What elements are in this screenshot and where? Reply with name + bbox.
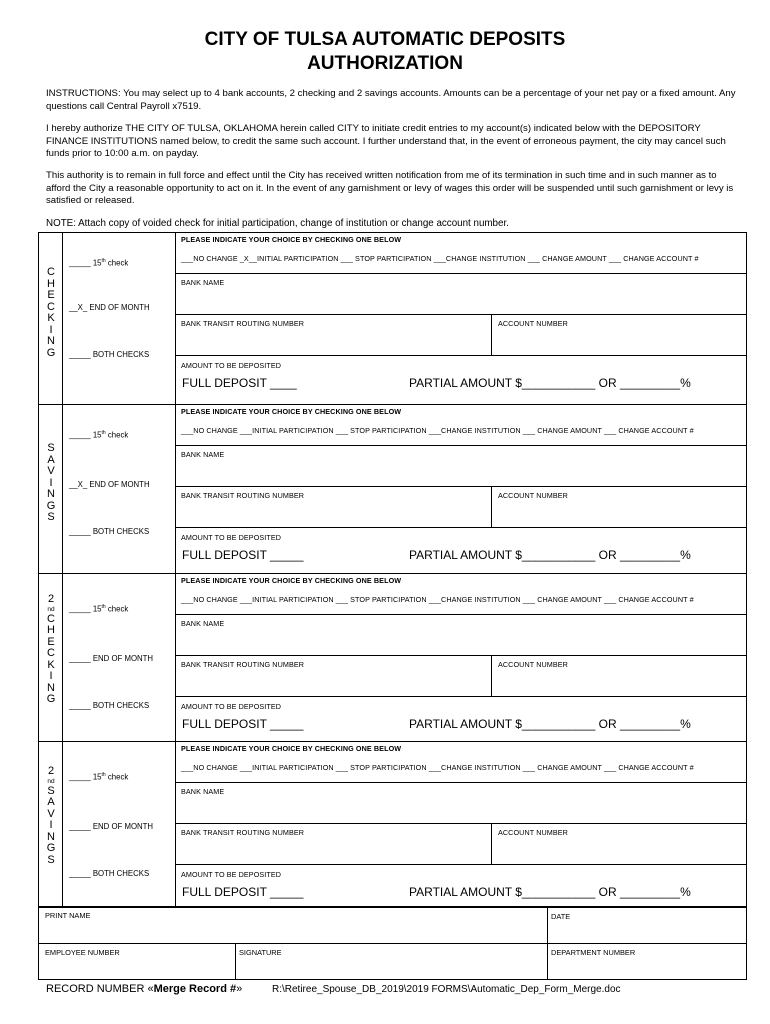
full-deposit-field[interactable]: FULL DEPOSIT _____ bbox=[182, 717, 304, 731]
section-side-letter: N bbox=[47, 488, 55, 500]
partial-amount-field[interactable]: PARTIAL AMOUNT $___________ OR _________% bbox=[409, 548, 691, 562]
bank-name-row bbox=[176, 783, 746, 824]
signature-block bbox=[38, 907, 747, 980]
account-details bbox=[176, 405, 746, 573]
section-side-letter: G bbox=[46, 346, 56, 359]
full-deposit-field[interactable]: FULL DEPOSIT ____ bbox=[182, 376, 297, 390]
deposit-timing-column bbox=[63, 233, 176, 404]
partial-amount-field[interactable]: PARTIAL AMOUNT $___________ OR _________% bbox=[409, 376, 691, 390]
choice-row bbox=[176, 233, 746, 274]
check-end-of-month-option[interactable]: __X_ END OF MONTH bbox=[69, 303, 150, 312]
routing-row bbox=[176, 656, 746, 697]
section-side-letter: C bbox=[47, 266, 55, 278]
section-side-letter: N bbox=[47, 830, 55, 843]
account-section-2 bbox=[38, 405, 747, 574]
section-side-letter: I bbox=[49, 476, 53, 489]
section-side-letter: H bbox=[47, 277, 55, 290]
section-side-letter: S bbox=[47, 853, 55, 866]
routing-row bbox=[176, 315, 746, 356]
account-section-1 bbox=[38, 232, 747, 405]
merge-record-field: Merge Record # bbox=[153, 983, 237, 995]
section-side-letter: K bbox=[47, 312, 55, 324]
instructions-paragraph: INSTRUCTIONS: You may select up to 4 bank accounts, 2 checking and 2 savings accounts. Amounts can be a percentage of your net pay or a fixed amount. Any questions call Central Payroll x7519. bbox=[46, 88, 736, 112]
full-deposit-field[interactable]: FULL DEPOSIT _____ bbox=[182, 885, 304, 899]
choice-row bbox=[176, 574, 746, 615]
section-prefix-suffix: nd bbox=[47, 605, 55, 613]
choice-options[interactable]: ___NO CHANGE ___INITIAL PARTICIPATION ___ STOP PARTICIPATION ___CHANGE INSTITUTION ___ CHANGE AMOUNT ___ CHANGE ACCOUNT # bbox=[181, 595, 694, 604]
check-end-of-month-option[interactable]: _____ END OF MONTH bbox=[69, 654, 154, 663]
routing-number-field[interactable]: BANK TRANSIT ROUTING NUMBER bbox=[181, 491, 305, 500]
section-side-letter: H bbox=[47, 624, 55, 636]
date-field[interactable]: DATE bbox=[551, 912, 571, 921]
amount-label: AMOUNT TO BE DEPOSITED bbox=[181, 702, 282, 711]
section-prefix-number: 2 bbox=[47, 593, 55, 605]
section-prefix-number: 2 bbox=[47, 765, 55, 777]
authorization-paragraph: I hereby authorize THE CITY OF TULSA, OKLAHOMA herein called CITY to initiate credit entries to my account(s) indicated below with the DEPOSITORY FINANCE INSTITUTIONS named below, to credit the same such account. I further understand that, in the event of erroneous payment, the city may cancel such funds prior to 10:00 a.m. on payday. bbox=[46, 123, 726, 159]
routing-number-field[interactable]: BANK TRANSIT ROUTING NUMBER bbox=[181, 319, 305, 328]
choice-header: PLEASE INDICATE YOUR CHOICE BY CHECKING ONE BELOW bbox=[181, 744, 402, 753]
amount-row bbox=[176, 356, 746, 404]
bank-name-field[interactable]: BANK NAME bbox=[181, 787, 225, 796]
section-side-label bbox=[39, 405, 63, 573]
account-number-field[interactable]: ACCOUNT NUMBER bbox=[498, 491, 568, 500]
deposit-timing-column bbox=[63, 574, 176, 741]
bank-name-field[interactable]: BANK NAME bbox=[181, 450, 225, 459]
print-name-field[interactable]: PRINT NAME bbox=[45, 911, 91, 920]
amount-row bbox=[176, 865, 746, 906]
section-side-label bbox=[39, 574, 63, 741]
check-15th-option[interactable]: _____ 15th check bbox=[69, 772, 129, 782]
deposit-timing-column bbox=[63, 742, 176, 906]
section-side-letter: N bbox=[47, 335, 55, 347]
section-side-label bbox=[39, 233, 63, 404]
routing-row bbox=[176, 824, 746, 865]
section-prefix-suffix: nd bbox=[47, 777, 55, 785]
deposit-timing-column bbox=[63, 405, 176, 573]
choice-options[interactable]: ___NO CHANGE ___INITIAL PARTICIPATION ___ STOP PARTICIPATION ___CHANGE INSTITUTION ___ CHANGE AMOUNT ___ CHANGE ACCOUNT # bbox=[181, 763, 694, 772]
account-number-field[interactable]: ACCOUNT NUMBER bbox=[498, 828, 568, 837]
department-number-field[interactable]: DEPARTMENT NUMBER bbox=[551, 948, 636, 957]
employee-number-field[interactable]: EMPLOYEE NUMBER bbox=[45, 948, 120, 957]
account-section-4 bbox=[38, 742, 747, 907]
check-both-option[interactable]: _____ BOTH CHECKS bbox=[69, 701, 150, 710]
bank-name-row bbox=[176, 274, 746, 315]
routing-row bbox=[176, 487, 746, 528]
amount-label: AMOUNT TO BE DEPOSITED bbox=[181, 361, 282, 370]
bank-name-field[interactable]: BANK NAME bbox=[181, 619, 225, 628]
file-path: R:\Retiree_Spouse_DB_2019\2019 FORMS\Automatic_Dep_Form_Merge.doc bbox=[272, 984, 621, 995]
full-deposit-field[interactable]: FULL DEPOSIT _____ bbox=[182, 548, 304, 562]
choice-header: PLEASE INDICATE YOUR CHOICE BY CHECKING ONE BELOW bbox=[181, 407, 402, 416]
check-15th-option[interactable]: _____ 15th check bbox=[69, 430, 129, 440]
section-side-letter: K bbox=[47, 658, 55, 671]
routing-number-field[interactable]: BANK TRANSIT ROUTING NUMBER bbox=[181, 828, 305, 837]
choice-options[interactable]: ___NO CHANGE ___INITIAL PARTICIPATION ___ STOP PARTICIPATION ___CHANGE INSTITUTION ___ CHANGE AMOUNT ___ CHANGE ACCOUNT # bbox=[181, 426, 694, 435]
amount-row bbox=[176, 697, 746, 741]
authority-paragraph: This authority is to remain in full force and effect until the City has received written notification from me of its termination in such time and in such manner as to afford the City a reasonable opportunity to act on it. In the event of any garnishment or levy of wages this order will be suspended until such garnishment or levy is satisfied or released. bbox=[46, 170, 734, 206]
section-side-letter: I bbox=[49, 819, 53, 831]
section-side-letter: I bbox=[49, 323, 53, 336]
section-side-letter: C bbox=[47, 647, 55, 659]
amount-row bbox=[176, 528, 746, 573]
record-number-close: » bbox=[236, 983, 243, 995]
signature-field[interactable]: SIGNATURE bbox=[239, 948, 282, 957]
choice-row bbox=[176, 742, 746, 783]
account-number-field[interactable]: ACCOUNT NUMBER bbox=[498, 319, 568, 328]
section-side-letter: V bbox=[47, 465, 55, 477]
section-side-letter: V bbox=[47, 807, 55, 820]
check-end-of-month-option[interactable]: _____ END OF MONTH bbox=[69, 822, 154, 831]
amount-label: AMOUNT TO BE DEPOSITED bbox=[181, 870, 282, 879]
section-side-letter: S bbox=[47, 511, 55, 523]
section-side-letter: E bbox=[47, 635, 55, 648]
form-title bbox=[0, 28, 770, 76]
bank-name-field[interactable]: BANK NAME bbox=[181, 278, 225, 287]
bank-name-row bbox=[176, 446, 746, 487]
choice-header: PLEASE INDICATE YOUR CHOICE BY CHECKING ONE BELOW bbox=[181, 576, 402, 585]
account-details bbox=[176, 742, 746, 906]
section-side-letter: S bbox=[47, 784, 55, 797]
account-details bbox=[176, 233, 746, 404]
amount-label: AMOUNT TO BE DEPOSITED bbox=[181, 533, 282, 542]
check-15th-option[interactable]: _____ 15th check bbox=[69, 258, 129, 268]
note-paragraph: NOTE: Attach copy of voided check for initial participation, change of institution or change account number. bbox=[46, 218, 509, 229]
partial-amount-field[interactable]: PARTIAL AMOUNT $___________ OR _________% bbox=[409, 885, 691, 899]
account-section-3 bbox=[38, 574, 747, 742]
title-line-2: AUTHORIZATION bbox=[307, 53, 463, 74]
account-details bbox=[176, 574, 746, 741]
partial-amount-field[interactable]: PARTIAL AMOUNT $___________ OR _________% bbox=[409, 717, 691, 731]
section-side-letter: E bbox=[47, 289, 55, 301]
check-both-option[interactable]: _____ BOTH CHECKS bbox=[69, 350, 150, 359]
section-side-letter: A bbox=[47, 453, 55, 466]
section-side-letter: C bbox=[47, 300, 55, 313]
bank-name-row bbox=[176, 615, 746, 656]
section-side-label bbox=[39, 742, 63, 906]
section-side-letter: I bbox=[49, 670, 53, 682]
check-both-option[interactable]: _____ BOTH CHECKS bbox=[69, 869, 150, 878]
record-number bbox=[46, 983, 242, 995]
section-side-letter: G bbox=[46, 499, 56, 512]
section-side-letter: S bbox=[47, 442, 55, 454]
section-side-letter: G bbox=[46, 842, 56, 854]
account-number-field[interactable]: ACCOUNT NUMBER bbox=[498, 660, 568, 669]
section-side-letter: A bbox=[47, 796, 55, 808]
check-15th-option[interactable]: _____ 15th check bbox=[69, 604, 129, 614]
section-side-letter: C bbox=[47, 612, 55, 625]
check-both-option[interactable]: _____ BOTH CHECKS bbox=[69, 527, 150, 536]
section-side-letter: G bbox=[46, 693, 56, 705]
check-end-of-month-option[interactable]: __X_ END OF MONTH bbox=[69, 480, 150, 489]
routing-number-field[interactable]: BANK TRANSIT ROUTING NUMBER bbox=[181, 660, 305, 669]
title-line-1: CITY OF TULSA AUTOMATIC DEPOSITS bbox=[204, 29, 566, 50]
choice-header: PLEASE INDICATE YOUR CHOICE BY CHECKING ONE BELOW bbox=[181, 235, 402, 244]
choice-row bbox=[176, 405, 746, 446]
section-side-letter: N bbox=[47, 681, 55, 694]
choice-options[interactable]: ___NO CHANGE _X__INITIAL PARTICIPATION ___ STOP PARTICIPATION ___CHANGE INSTITUTION ___ CHANGE AMOUNT ___ CHANGE ACCOUNT # bbox=[181, 254, 699, 263]
record-number-label: RECORD NUMBER « bbox=[46, 983, 154, 995]
